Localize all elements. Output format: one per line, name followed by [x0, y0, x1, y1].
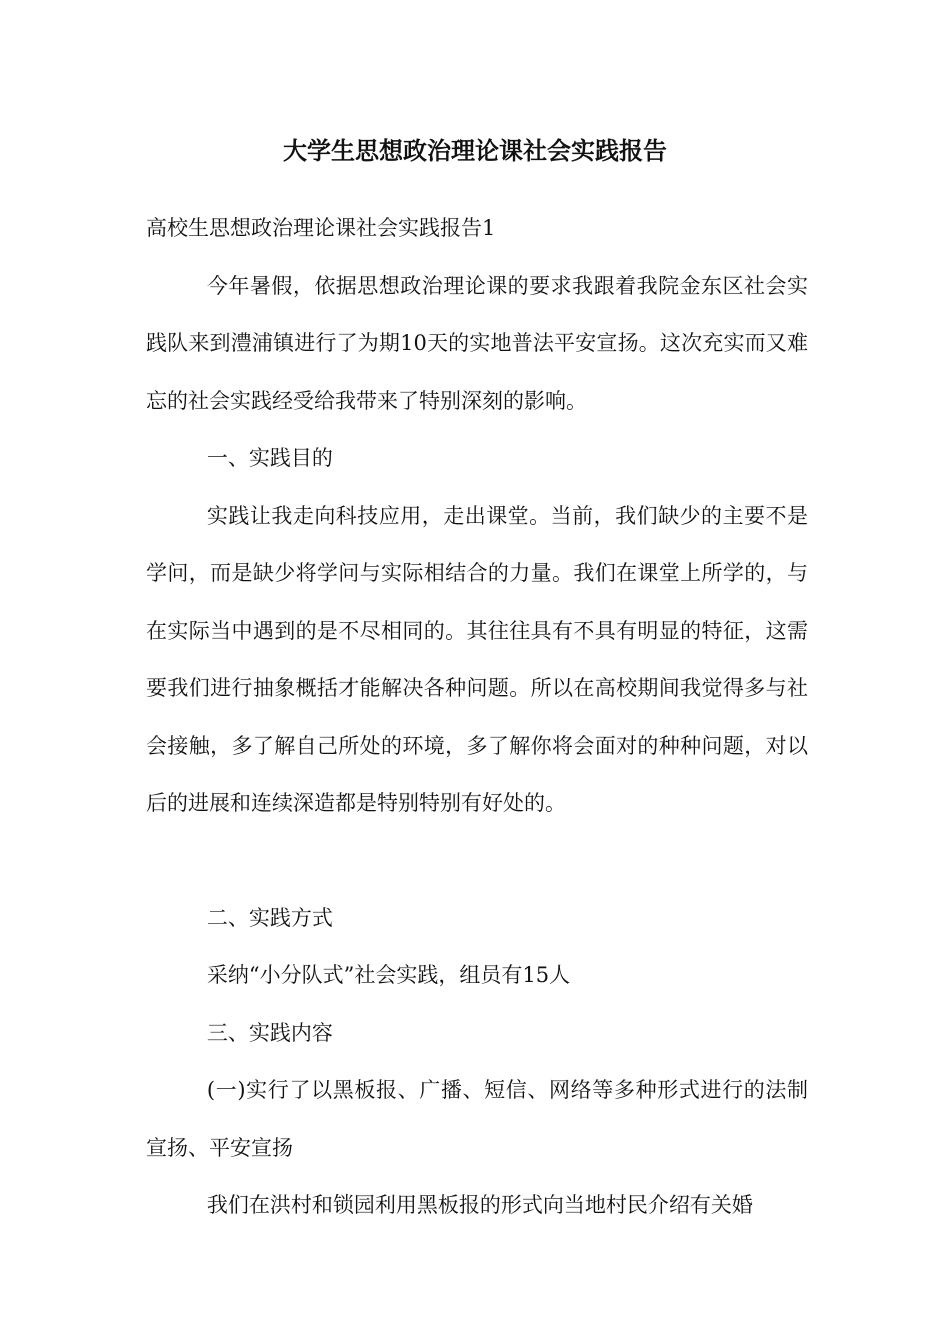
- section-heading-method: 二、实践方式: [206, 905, 333, 930]
- paragraph-content-detail: 我们在洪村和锁园利用黑板报的形式向当地村民介绍有关婚: [206, 1193, 753, 1217]
- section-heading-content: 三、实践内容: [206, 1020, 333, 1045]
- paragraph-purpose: 实践让我走向科技应用，走出课堂。当前，我们缺少的主要不是学问，而是缺少将学问与实际相结合的力量。我们在课堂上所学的，与在实际当中遇到的是不尽相同的。其往往具有不具有明显的特征，这需要我们进行抽象概括才能解决各种问题。所以在高校期间我觉得多与社会接触，多了解自己所处的环境，多了解你将会面对的种种问题，对以后的进展和连续深造都是特别特别有好处的。: [146, 503, 808, 815]
- document-body: [146, 200, 808, 1235]
- document-title: 大学生思想政治理论课社会实践报告: [283, 136, 667, 165]
- paragraph-method: 采纳“小分队式”社会实践，组员有15人: [206, 963, 571, 987]
- paragraph-content-item-1: (一)实行了以黑板报、广播、短信、网络等多种形式进行的法制宣扬、平安宣扬: [146, 1078, 808, 1160]
- paragraph-intro: 今年暑假，依据思想政治理论课的要求我跟着我院金东区社会实践队来到澧浦镇进行了为期10天的实地普法平安宣扬。这次充实而又难忘的社会实践经受给我带来了特别深刻的影响。: [146, 273, 808, 413]
- section-heading-purpose: 一、实践目的: [206, 446, 333, 470]
- paragraph-spacer: [146, 833, 808, 890]
- document-subtitle: 高校生思想政治理论课社会实践报告1: [146, 216, 496, 240]
